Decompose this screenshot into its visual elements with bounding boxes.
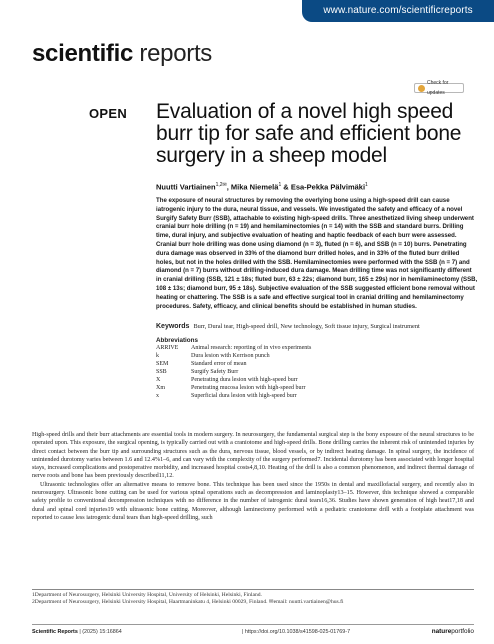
affiliation-item[interactable]: 2Department of Neurosurgery, Helsinki University Hospital, Haartmaninkatu 4, Helsinki 00029, Finland. ✉email: nuutti.vartiainen@hus.fi	[32, 599, 344, 605]
keywords-label: Keywords	[156, 323, 190, 330]
affiliation-item: 1Department of Neurosurgery, Helsinki University Hospital, University of Helsinki, Helsinki, Finland.	[32, 592, 262, 598]
author-affiliation-marker: 1	[365, 182, 368, 188]
abbreviation-row	[156, 369, 478, 377]
article-title: Evaluation of a novel high speed burr tip for safe and efficient bone surgery in a sheep model	[156, 100, 462, 167]
footer-journal: Scientific Reports	[32, 629, 78, 635]
abbreviations	[156, 337, 478, 401]
author-affiliation-marker: 1,2✉	[215, 182, 227, 188]
abbreviation-value: Surgify Safety Burr	[191, 369, 239, 376]
abbreviation-value: Superficial dura lesion with high-speed burr	[191, 392, 297, 399]
top-bar	[0, 0, 494, 26]
abbreviation-row	[156, 345, 478, 353]
abbreviation-value: Animal research: reporting of in vivo experiments	[191, 345, 312, 352]
abbreviation-key: SSB	[156, 369, 167, 376]
footer-volume: | (2025) 15:16864	[77, 629, 122, 635]
check-for-updates-label: Check for updates	[427, 80, 449, 96]
author-name[interactable]: Nuutti Vartiainen	[156, 182, 216, 192]
abbreviation-key: X	[156, 377, 161, 384]
abbreviation-key: k	[156, 353, 159, 360]
abbreviation-row	[156, 393, 478, 401]
affiliations-divider	[32, 589, 474, 590]
journal-logo-light: reports	[133, 40, 213, 67]
publisher-logo[interactable]	[432, 628, 474, 635]
footer-divider	[32, 624, 474, 625]
author-separator: ,	[226, 182, 231, 192]
abbreviation-key: SEM	[156, 361, 169, 368]
page-footer	[32, 629, 474, 639]
abbreviation-value: Penetrating dura lesion with high-speed burr	[191, 377, 298, 384]
crossmark-icon	[418, 85, 425, 92]
footer-citation	[32, 629, 122, 635]
abstract: The exposure of neural structures by removing the overlying bone using a high-speed drill can cause iatrogenic injury to the dura, neural tissue, and vessels. We investigated the safety and efficacy of a novel Surgify Safety Burr (SSB), attachable to existing high-speed drills. Three anesthetized living sheep underwent cranial burr hole drilling (n = 19) and hemilaminectomies (n = 14) with the SSB and standard burrs. Drilling time, dural injury, and subjective evaluation of heating and haptic feedback of each burr were assessed. Cranial burr hole drilling was done using diamond (n = 3), fluted (n = 6), and SSB (n = 10) burrs. Penetrating dura damage was observed in 33% of the diamond burr drilled holes, and in 33% of the fluted burr drilled holes, but not in the holes drilled with the SSB. Hemilaminectomies were performed with the SSB (n = 7) and diamond (n = 7) burrs without drilling-induced dura damage. Mean drilling time was not significantly different in cranial drilling (SSB, 121 ± 18s; fluted burr, 63 ± 22s; diamond burr, 165 ± 29s) nor in hemilaminectomy (SSB, 108 ± 13s; diamond burr, 95 ± 18s). Subjective evaluation of the SSB suggested efficient bone removal without heating or chattering. The SSB is a safe and effective surgical tool in cranial drilling and hemilaminectomy procedures. Safety, efficacy, and clinical benefits should be established in human studies.	[156, 197, 478, 310]
abbreviation-value: Penetrating mucosa lesion with high-speed burr	[191, 384, 306, 391]
abbreviation-row	[156, 385, 478, 393]
check-for-updates-button[interactable]	[414, 80, 464, 96]
body-paragraph: High-speed drills and their burr attachments are essential tools in modern surgery. In neurosurgery, the fundamental surgical step is the bony exposure of the neural structures to be operated upon. This exposure, the surgical opening, is typically carried out with a craniotome and high-speed drills. Bone drilling carries the inherent risk of unintended injuries by direct contact between the burr tip and surrounding structures such as the dura, nervous tissue, blood vessels, or by indirect heating damage. In spinal surgery, the incidence of unintended durotomy varies between 1.6 and 12.4%1–6, and can vary with the complexity of the surgery performed7. Incidental durotomy has been associated with longer hospital stays, increased complications and postoperative morbidity, and increased hospital costs4,8,10. Heating of the drill is also a common phenomenon, and indirect thermal damage of nerve roots and bone has been previously described11,12.	[32, 432, 474, 480]
keywords	[156, 323, 478, 331]
abbreviation-row	[156, 361, 478, 369]
body-paragraph: Ultrasonic technologies offer an alternative means to remove bone. This technique has been used since the 1950s in dental and maxillofacial surgery, and recently also in neurosurgery. Ultrasonic bone cutting can be used for various spinal operations such as decompression and laminoplasty13–15. However, this technique showed a comparable safety profile to conventional decompression techniques with no difference in the number of iatrogenic dural tears16,36. Studies have shown generation of high heat17,18 and dural and spinal cord injuries19 with ultrasonic bone cutting. Moreover, although laminectomy performed with a pediatric craniotome drill with a footplate attachment was reported to cause less iatrogenic dural tears than high-speed drilling, such	[32, 481, 474, 521]
publisher-logo-bold: nature	[431, 628, 452, 635]
keywords-list: Burr, Dural tear, High-speed drill, New technology, Soft tissue injury, Surgical instrument	[193, 323, 420, 330]
abbreviation-row	[156, 377, 478, 385]
author-list	[156, 182, 476, 192]
author-name[interactable]: Mika Niemelä	[230, 182, 279, 192]
abbreviation-key: Xm	[156, 384, 165, 391]
abbreviations-label: Abbreviations	[156, 337, 198, 344]
abbreviation-key: ARRIVE	[156, 345, 179, 352]
abbreviation-value: Dura lesion with Kerrison punch	[191, 353, 270, 360]
author-affiliation-marker: 1	[278, 182, 282, 188]
body-text	[32, 431, 474, 522]
footer-doi-link[interactable]: | https://doi.org/10.1038/s41598-025-01769-7	[242, 629, 351, 635]
journal-logo-bold: scientific	[32, 40, 134, 67]
author-name[interactable]: Esa-Pekka Pälvimäki	[290, 182, 366, 192]
journal-url-tab[interactable]: www.nature.com/scientificreports	[302, 0, 494, 22]
affiliations	[32, 589, 474, 606]
abbreviation-key: x	[156, 392, 159, 399]
abbreviation-value: Standard error of mean	[191, 361, 247, 368]
open-access-label: OPEN	[89, 106, 128, 121]
publisher-logo-light: portfolio	[451, 628, 474, 635]
author-separator: &	[281, 182, 291, 192]
journal-logo[interactable]	[32, 40, 212, 68]
